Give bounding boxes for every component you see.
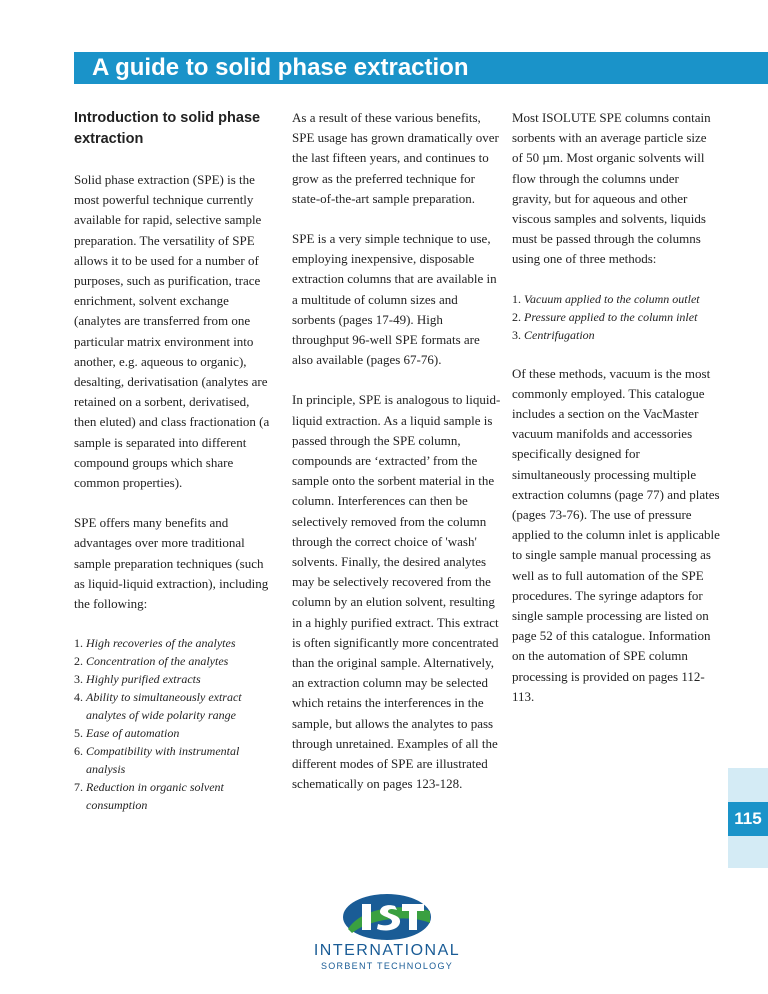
list-number: 7. <box>74 780 83 795</box>
page-title: A guide to solid phase extraction <box>92 54 469 81</box>
growth-paragraph: As a result of these various benefits, SPE usage has grown dramatically over the last fifteen years, and continues to grow as the preferred technique for state-of-the-art sample preparation. <box>292 110 499 206</box>
list-text: Pressure applied to the column inlet <box>524 309 698 324</box>
list-text: Concentration of the analytes <box>86 654 229 669</box>
list-text: Centrifugation <box>524 327 595 342</box>
columns-paragraph: Most ISOLUTE SPE columns contain sorbents with an average particle size of 50 µm. Most organic solvents will flow through the columns under gravity, but for aqueous and other viscous samples and solvents, liquids must be passed through the columns using one of three methods: <box>512 110 711 267</box>
list-number: 3. <box>512 327 521 342</box>
list-item <box>74 670 270 688</box>
list-text: Ability to simultaneously extract analytes of wide polarity range <box>86 690 242 723</box>
list-text: Vacuum applied to the column outlet <box>524 291 700 306</box>
list-number: 2. <box>512 309 521 324</box>
list-text: High recoveries of the analytes <box>86 636 236 651</box>
list-item <box>74 724 270 742</box>
section-heading: Introduction to solid phase extraction <box>74 110 261 147</box>
ist-logo-mark <box>342 893 432 941</box>
column-middle <box>292 108 502 815</box>
technique-paragraph: SPE is a very simple technique to use, employing inexpensive, disposable extraction columns that are available in a multitude of column sizes and sorbents (pages 17-49). High throughput 96-well SPE formats are also available (pages 67-76). <box>292 231 497 368</box>
column-left <box>74 108 270 834</box>
list-number: 3. <box>74 672 83 687</box>
list-item <box>512 326 720 344</box>
methods-paragraph: Of these methods, vacuum is the most commonly employed. This catalogue includes a section on the VacMaster vacuum manifolds and accessories specifically designed for simultaneously processing multiple extraction columns (page 77) and plates (pages 73-76). The use of pressure applied to the column inlet is applicable to single sample manual processing as well as to full automation of the SPE procedures. The syringe adaptors for single sample processing are listed on page 52 of this catalogue. Information on the automation of SPE column processing is provided on pages 112-113. <box>512 365 720 704</box>
list-item <box>74 634 270 652</box>
list-text: Highly purified extracts <box>86 672 201 687</box>
list-number: 2. <box>74 654 83 669</box>
principle-paragraph: In principle, SPE is analogous to liquid-liquid extraction. As a liquid sample is passed through the SPE column, compounds are ‘extracted’ from the sample onto the sorbent material in the column. Interferences can then be selectively removed from the column through the correct choice of 'wash' solvents. Finally, the desired analytes may be selectively recovered from the column by an elution solvent, resulting in a highly purified extract. This extract is often significantly more concentrated than the original sample. Alternatively, an extraction column may be selected which retains the interferences in the sample, but allows the analytes to pass through unretained. Examples of all the different modes of SPE are illustrated schematically on pages 123-128. <box>292 392 501 792</box>
methods-list <box>512 290 720 344</box>
list-text: Compatibility with instrumental analysis <box>86 744 240 777</box>
list-item <box>74 688 270 724</box>
list-number: 1. <box>74 636 83 651</box>
benefits-paragraph: SPE offers many benefits and advantages over more traditional sample preparation techniques (such as liquid-liquid extraction), including the following: <box>74 515 269 612</box>
list-item <box>74 742 270 778</box>
list-number: 4. <box>74 690 83 705</box>
list-number: 1. <box>512 291 521 306</box>
column-right <box>512 108 720 727</box>
intro-paragraph: Solid phase extraction (SPE) is the most powerful technique currently available for rapid, selective sample preparation. The versatility of SPE allows it to be used for a number of purposes, such as purification, trace enrichment, solvent exchange (analytes are transferred from one particular matrix environment into another, e.g. aqueous to organic), desalting, derivatisation (analytes are retained on a sorbent, derivatised, then eluted) and class fractionation (a sample is separated into different compound groups which share common properties). <box>74 172 270 491</box>
logo-text-sorbent-technology: SORBENT TECHNOLOGY <box>320 961 454 971</box>
page-number: 115 <box>728 802 768 836</box>
ist-logo <box>302 893 472 973</box>
list-item <box>74 778 270 814</box>
list-text: Ease of automation <box>86 726 180 741</box>
list-item <box>74 652 270 670</box>
list-number: 5. <box>74 726 83 741</box>
list-number: 6. <box>74 744 83 759</box>
logo-text-international: INTERNATIONAL <box>313 942 461 959</box>
title-bar <box>74 52 768 84</box>
list-item <box>512 290 720 308</box>
benefits-list <box>74 634 270 814</box>
list-item <box>512 308 720 326</box>
list-text: Reduction in organic solvent consumption <box>86 780 224 813</box>
